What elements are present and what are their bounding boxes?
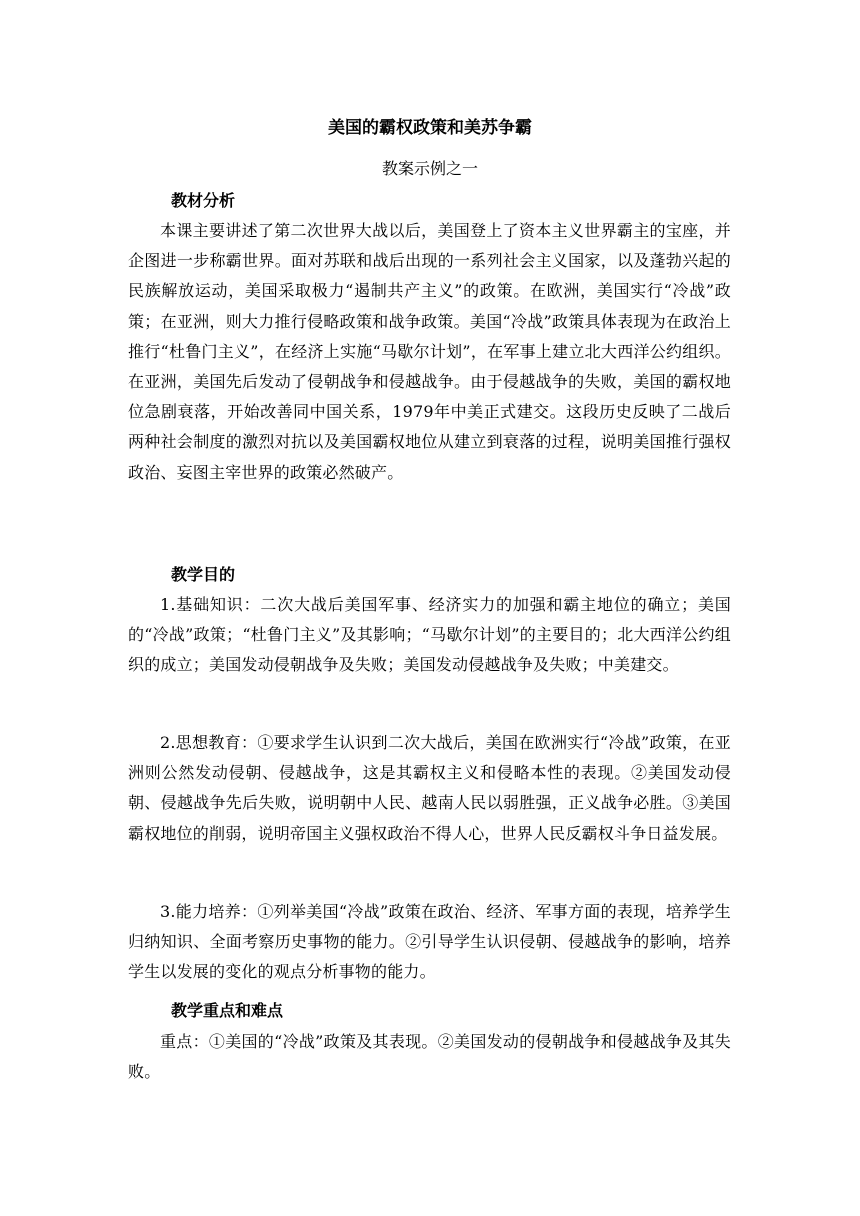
document-title: 美国的霸权政策和美苏争霸: [328, 118, 532, 138]
document-subtitle: 教案示例之一: [381, 159, 478, 178]
paragraph-key-points: 重点：①美国的“冷战”政策及其表现。②美国发动的侵朝战争和侵越战争及其失败。: [128, 1032, 731, 1082]
paragraph-analysis: 本课主要讲述了第二次世界大战以后，美国登上了资本主义世界霸主的宝座，并企图进一步称霸世界。面对苏联和战后出现的一系列社会主义国家，以及蓬勃兴起的民族解放运动，美国采取极力“遏制共产主义”的政策。在欧洲，美国实行“冷战”政策；在亚洲，则大力推行侵略政策和战争政策。美国“冷战”政策具体表现为在政治上推行“杜鲁门主义”，在经济上实施“马歇尔计划”，在军事上建立北大西洋公约组织。在亚洲，美国先后发动了侵朝战争和侵越战争。由于侵越战争的失败，美国的霸权地位急剧衰落，开始改善同中国关系，1979年中美正式建交。这段历史反映了二战后两种社会制度的激烈对抗以及美国霸权地位从建立到衰落的过程，说明美国推行强权政治、妄图主宰世界的政策必然破产。: [128, 221, 731, 482]
paragraph-basic-knowledge: 1.基础知识：二次大战后美国军事、经济实力的加强和霸主地位的确立；美国的“冷战”政策；“杜鲁门主义”及其影响；“马歇尔计划”的主要目的；北大西洋公约组织的成立；美国发动侵朝战争及失败；美国发动侵越战争及失败；中美建交。: [128, 595, 731, 675]
paragraph-ideological-education: 2.思想教育：①要求学生认识到二次大战后，美国在欧洲实行“冷战”政策，在亚洲则公然发动侵朝、侵越战争，这是其霸权主义和侵略本性的表现。②美国发动侵朝、侵越战争先后失败，说明朝中人民、越南人民以弱胜强，正义战争必胜。③美国霸权地位的削弱，说明帝国主义强权政治不得人心，世界人民反霸权斗争日益发展。: [128, 733, 731, 843]
section-heading-analysis: 教材分析: [171, 191, 236, 210]
section-heading-key-points: 教学重点和难点: [171, 1001, 284, 1020]
paragraph-ability-training: 3.能力培养：①列举美国“冷战”政策在政治、经济、军事方面的表现，培养学生归纳知识、全面考察历史事物的能力。②引导学生认识侵朝、侵越战争的影响，培养学生以发展的变化的观点分析事物的能力。: [128, 902, 731, 982]
section-heading-objectives: 教学目的: [171, 565, 236, 584]
